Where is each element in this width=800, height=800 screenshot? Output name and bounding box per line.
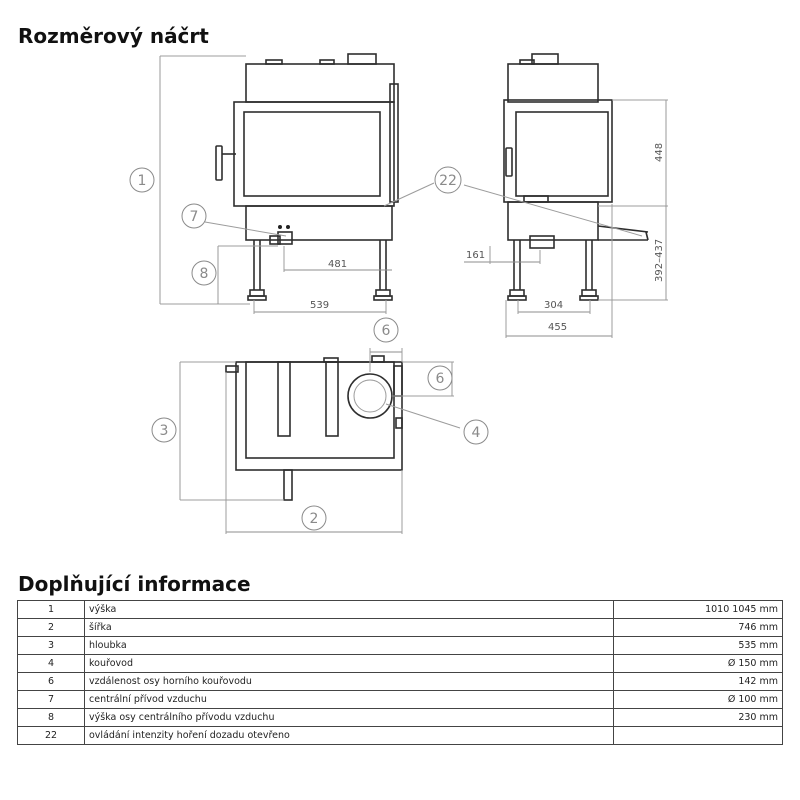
flue-outlet: [348, 374, 392, 418]
row-number: 3: [18, 637, 85, 655]
side-view: [504, 54, 648, 300]
callout-8: [192, 261, 216, 285]
callout-6-side: [428, 366, 452, 390]
row-number: 6: [18, 673, 85, 691]
callout-3: [152, 418, 176, 442]
svg-text:7: 7: [189, 209, 199, 225]
info-heading: Doplňující informace: [18, 572, 251, 596]
row-value: 230 mm: [614, 709, 783, 727]
dim-304: 304: [544, 300, 564, 311]
side-lower-body: [508, 202, 598, 240]
svg-text:2: 2: [309, 511, 319, 527]
row-number: 7: [18, 691, 85, 709]
dim-161: 161: [466, 250, 486, 261]
row-value: 142 mm: [614, 673, 783, 691]
row-number: 2: [18, 619, 85, 637]
callouts: [130, 167, 488, 530]
top-view: [226, 356, 402, 500]
row-label: centrální přívod vzduchu: [85, 691, 614, 709]
svg-text:8: 8: [199, 266, 209, 282]
svg-text:22: 22: [439, 173, 457, 189]
row-label: vzdálenost osy horního kouřovodu: [85, 673, 614, 691]
table-row: [18, 709, 783, 727]
row-value: Ø 100 mm: [614, 691, 783, 709]
front-top-box: [246, 64, 394, 102]
row-label: výška: [85, 601, 614, 619]
callout-22: [435, 167, 461, 193]
front-door-frame: [234, 102, 394, 206]
callout-2: [302, 506, 326, 530]
svg-text:3: 3: [159, 423, 169, 439]
callout-6-top: [374, 318, 398, 342]
row-label: šířka: [85, 619, 614, 637]
table-row: [18, 637, 783, 655]
dim-455: 455: [548, 322, 568, 333]
svg-text:6: 6: [435, 371, 445, 387]
row-number: 4: [18, 655, 85, 673]
dim-481: 481: [328, 259, 348, 270]
table-row: [18, 619, 783, 637]
front-lower-body: [246, 206, 392, 240]
row-label: výška osy centrálního přívodu vzduchu: [85, 709, 614, 727]
svg-text:6: 6: [381, 323, 391, 339]
dim-539: 539: [310, 300, 330, 311]
row-label: kouřovod: [85, 655, 614, 673]
row-value: 746 mm: [614, 619, 783, 637]
row-value: [614, 727, 783, 745]
table-row: [18, 691, 783, 709]
row-number: 8: [18, 709, 85, 727]
table-row: [18, 673, 783, 691]
row-value: 1010 1045 mm: [614, 601, 783, 619]
leader-lines: [205, 183, 642, 428]
row-number: 1: [18, 601, 85, 619]
dim-392-437: 392–437: [654, 238, 665, 282]
side-door-frame: [504, 100, 612, 202]
table-row: [18, 727, 783, 745]
row-label: ovládání intenzity hoření dozadu otevřeno: [85, 727, 614, 745]
table-row: [18, 655, 783, 673]
row-label: hloubka: [85, 637, 614, 655]
row-value: Ø 150 mm: [614, 655, 783, 673]
row-number: 22: [18, 727, 85, 745]
dim-448: 448: [654, 142, 665, 162]
callout-1: [130, 168, 154, 192]
side-dimensions: [464, 100, 668, 338]
front-view: [216, 54, 398, 300]
table-row: [18, 601, 783, 619]
sketch-heading: Rozměrový náčrt: [18, 24, 209, 48]
row-value: 535 mm: [614, 637, 783, 655]
callout-4: [464, 420, 488, 444]
info-table: [17, 600, 783, 745]
svg-text:4: 4: [471, 425, 481, 441]
svg-text:1: 1: [137, 173, 147, 189]
callout-7: [182, 204, 206, 228]
